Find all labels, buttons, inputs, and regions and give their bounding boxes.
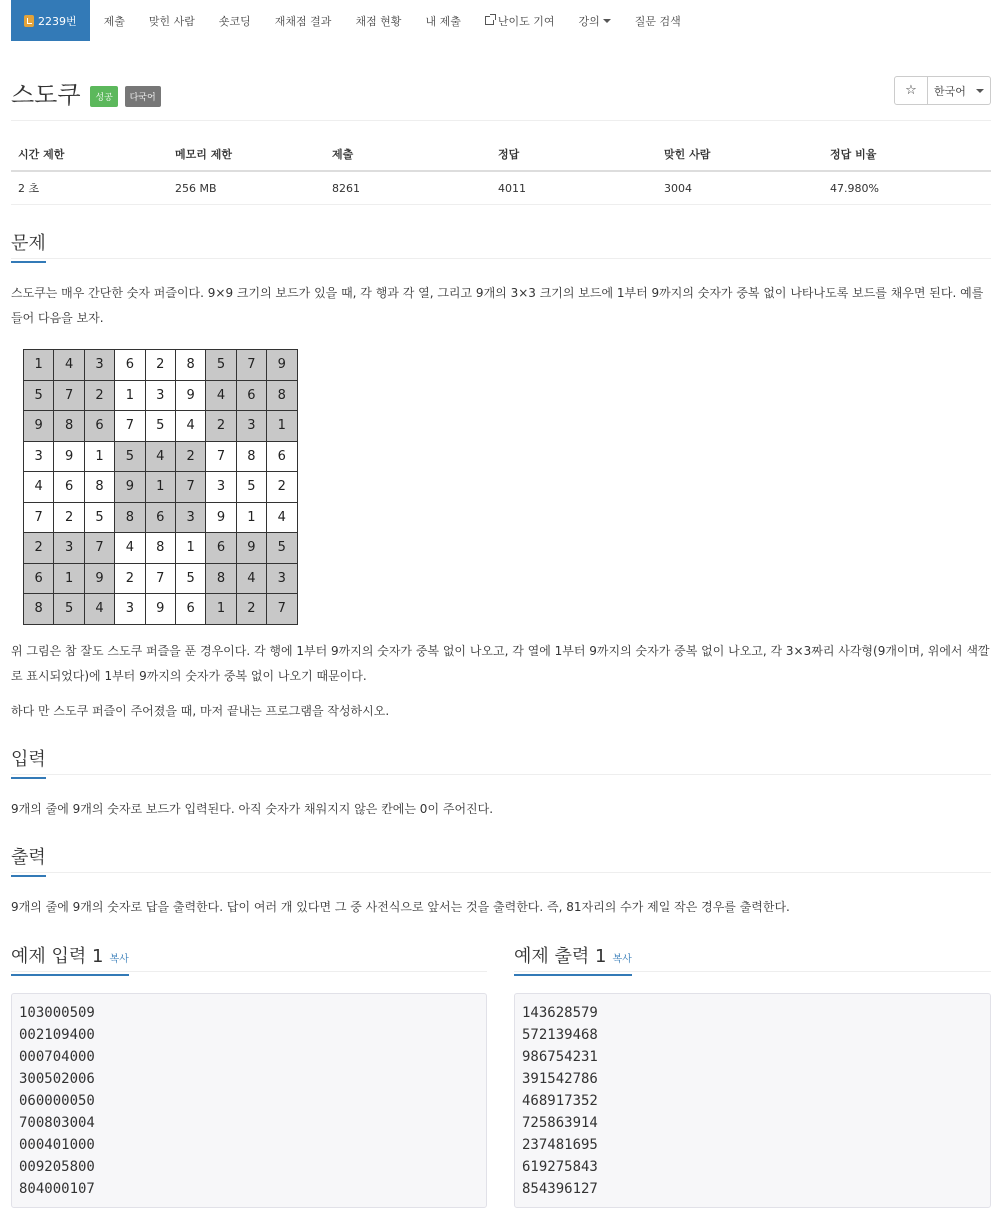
sudoku-cell: 2 <box>145 350 175 381</box>
star-icon: ☆ <box>905 83 917 98</box>
sample-input-line: 103000509 <box>19 1005 95 1021</box>
sudoku-cell: 1 <box>115 380 145 411</box>
sudoku-row <box>24 472 298 503</box>
sample-input-header <box>11 942 487 972</box>
sudoku-cell: 2 <box>115 563 145 594</box>
sudoku-cell: 1 <box>267 411 297 442</box>
sudoku-cell: 1 <box>84 441 114 472</box>
sudoku-row <box>24 563 298 594</box>
sudoku-cell: 9 <box>54 441 84 472</box>
header-accepted: 정답 <box>491 140 657 171</box>
language-label: 한국어 <box>934 84 966 98</box>
sudoku-cell: 6 <box>267 441 297 472</box>
sudoku-cell: 5 <box>206 350 236 381</box>
sudoku-cell: 6 <box>54 472 84 503</box>
sudoku-cell: 3 <box>206 472 236 503</box>
sudoku-board <box>23 349 298 625</box>
sudoku-cell: 3 <box>24 441 54 472</box>
problem-info-table <box>11 140 991 205</box>
sample-output-line: 986754231 <box>522 1049 598 1065</box>
sudoku-cell: 3 <box>175 502 205 533</box>
sudoku-cell: 1 <box>206 594 236 625</box>
header-time-limit: 시간 제한 <box>11 140 168 171</box>
input-section-header <box>11 745 991 775</box>
sudoku-cell: 9 <box>115 472 145 503</box>
sudoku-cell: 3 <box>236 411 266 442</box>
problem-description-1: 스도쿠는 매우 간단한 숫자 퍼즐이다. 9×9 크기의 보드가 있을 때, 각 행과 각 열, 그리고 9개의 3×3 크기의 보드에 1부터 9까지의 숫자가 중복 없이 나타나도록 보드를 채우면 된다. 예를 들어 다음을 보자. <box>11 286 984 325</box>
info-header-row <box>11 140 991 171</box>
sudoku-cell: 2 <box>236 594 266 625</box>
sudoku-cell: 7 <box>175 472 205 503</box>
multilang-badge: 다국어 <box>125 86 161 107</box>
sudoku-cell: 9 <box>24 411 54 442</box>
sample-output-line: 237481695 <box>522 1137 598 1153</box>
sudoku-cell: 7 <box>24 502 54 533</box>
output-section-header <box>11 843 991 873</box>
sudoku-row <box>24 350 298 381</box>
sudoku-cell: 8 <box>175 350 205 381</box>
sample-output-heading: 예제 출력 1 복사 <box>514 942 632 976</box>
sudoku-cell: 7 <box>115 411 145 442</box>
header-submissions: 제출 <box>325 140 491 171</box>
sudoku-cell: 7 <box>84 533 114 564</box>
sudoku-cell: 1 <box>175 533 205 564</box>
nav-item-short-coding[interactable]: 숏코딩 <box>218 14 251 28</box>
sudoku-cell: 6 <box>236 380 266 411</box>
sudoku-cell: 5 <box>267 533 297 564</box>
header-accept-ratio: 정답 비율 <box>823 140 991 171</box>
sudoku-cell: 5 <box>175 563 205 594</box>
copy-sample-output-button[interactable]: 복사 <box>612 954 632 965</box>
sudoku-cell: 1 <box>24 350 54 381</box>
sudoku-cell: 9 <box>267 350 297 381</box>
nav-item-solved-users[interactable]: 맞힌 사람 <box>148 14 195 28</box>
sample-input-line: 002109400 <box>19 1027 95 1043</box>
output-description: 9개의 줄에 9개의 숫자로 답을 출력한다. 답이 여러 개 있다면 그 중 사전식으로 앞서는 것을 출력한다. 즉, 81자리의 수가 제일 작은 경우를 출력한다. <box>11 900 790 914</box>
sudoku-cell: 9 <box>206 502 236 533</box>
sample-output-line: 468917352 <box>522 1093 598 1109</box>
sudoku-cell: 7 <box>267 594 297 625</box>
sample-input-line: 804000107 <box>19 1181 95 1197</box>
sudoku-cell: 7 <box>145 563 175 594</box>
sudoku-cell: 4 <box>236 563 266 594</box>
sudoku-cell: 9 <box>145 594 175 625</box>
sudoku-cell: 2 <box>84 380 114 411</box>
nav-item-problem-number[interactable]: 2239번 <box>11 0 90 41</box>
title-button-group <box>894 76 991 105</box>
sample-input-line: 300502006 <box>19 1071 95 1087</box>
sudoku-cell: 3 <box>145 380 175 411</box>
sudoku-cell: 2 <box>267 472 297 503</box>
sudoku-cell: 5 <box>236 472 266 503</box>
problem-description-3: 하다 만 스도쿠 퍼즐이 주어졌을 때, 마저 끝내는 프로그램을 작성하시오. <box>11 704 390 718</box>
sudoku-cell: 7 <box>54 380 84 411</box>
sudoku-cell: 4 <box>24 472 54 503</box>
sudoku-cell: 4 <box>206 380 236 411</box>
sample-output-line: 391542786 <box>522 1071 598 1087</box>
input-description: 9개의 줄에 9개의 숫자로 보드가 입력된다. 아직 숫자가 채워지지 않은 칸에는 0이 주어진다. <box>11 802 494 816</box>
sudoku-row <box>24 411 298 442</box>
problem-heading: 문제 <box>11 229 46 263</box>
sudoku-cell: 8 <box>206 563 236 594</box>
sample-output-line: 725863914 <box>522 1115 598 1131</box>
nav-item-lectures[interactable]: 강의 <box>566 0 622 41</box>
sudoku-cell: 6 <box>175 594 205 625</box>
nav-item-rejudge-results[interactable]: 재채점 결과 <box>274 14 332 28</box>
sudoku-cell: 5 <box>84 502 114 533</box>
sample-output-block[interactable] <box>514 993 991 1208</box>
caret-down-icon <box>603 19 611 23</box>
sudoku-cell: 5 <box>145 411 175 442</box>
sudoku-cell: 1 <box>236 502 266 533</box>
sudoku-cell: 7 <box>206 441 236 472</box>
level-icon <box>24 15 34 27</box>
sample-input-line: 060000050 <box>19 1093 95 1109</box>
sample-input-line: 700803004 <box>19 1115 95 1131</box>
solved-badge: 성공 <box>90 86 117 107</box>
favorite-star-button[interactable] <box>894 76 928 105</box>
sudoku-cell: 1 <box>145 472 175 503</box>
sudoku-cell: 8 <box>145 533 175 564</box>
sample-input-block[interactable] <box>11 993 487 1208</box>
sudoku-row <box>24 594 298 625</box>
nav-item-status[interactable]: 채점 현황 <box>355 14 402 28</box>
sudoku-row <box>24 502 298 533</box>
sample-output-line: 854396127 <box>522 1181 598 1197</box>
sudoku-cell: 8 <box>84 472 114 503</box>
value-accept-ratio: 47.980% <box>823 171 991 205</box>
info-value-row <box>11 171 991 205</box>
sudoku-row <box>24 441 298 472</box>
sudoku-cell: 4 <box>175 411 205 442</box>
sudoku-row <box>24 380 298 411</box>
sample-output-line: 619275843 <box>522 1159 598 1175</box>
caret-down-icon <box>976 89 984 93</box>
sample-output-line: 572139468 <box>522 1027 598 1043</box>
sudoku-cell: 6 <box>145 502 175 533</box>
value-submissions: 8261 <box>325 171 491 205</box>
problem-section-header <box>11 229 991 259</box>
copy-sample-input-button[interactable]: 복사 <box>109 954 129 965</box>
sudoku-cell: 1 <box>54 563 84 594</box>
problem-nav <box>0 0 1000 41</box>
nav-item-my-submissions[interactable]: 내 제출 <box>425 14 461 28</box>
sudoku-cell: 4 <box>267 502 297 533</box>
sudoku-cell: 2 <box>54 502 84 533</box>
sudoku-cell: 5 <box>115 441 145 472</box>
sudoku-cell: 3 <box>84 350 114 381</box>
sudoku-cell: 6 <box>84 411 114 442</box>
sudoku-cell: 8 <box>115 502 145 533</box>
sudoku-cell: 9 <box>175 380 205 411</box>
sudoku-cell: 5 <box>24 380 54 411</box>
sudoku-cell: 4 <box>84 594 114 625</box>
nav-item-question-search[interactable]: 질문 검색 <box>634 14 681 28</box>
sudoku-cell: 2 <box>24 533 54 564</box>
sudoku-cell: 4 <box>145 441 175 472</box>
sudoku-cell: 8 <box>24 594 54 625</box>
problem-description-2: 위 그림은 참 잘도 스도쿠 퍼즐을 푼 경우이다. 각 행에 1부터 9까지의 숫자가 중복 없이 나오고, 각 열에 1부터 9까지의 숫자가 중복 없이 나오고, 각 3×3짜리 사각형(9개이며, 위에서 색깔로 표시되었다)에 1부터 9까지의 숫자가 중복 없이 나오기 때문이다. <box>11 644 990 683</box>
sudoku-cell: 3 <box>54 533 84 564</box>
nav-item-difficulty-contribution[interactable]: 난이도 기여 <box>473 0 567 41</box>
sudoku-cell: 3 <box>115 594 145 625</box>
sudoku-cell: 2 <box>175 441 205 472</box>
sudoku-cell: 8 <box>236 441 266 472</box>
sample-input-line: 000704000 <box>19 1049 95 1065</box>
sudoku-cell: 9 <box>84 563 114 594</box>
value-solved-users: 3004 <box>657 171 823 205</box>
sudoku-cell: 8 <box>267 380 297 411</box>
sudoku-cell: 4 <box>115 533 145 564</box>
sudoku-cell: 2 <box>206 411 236 442</box>
sudoku-cell: 6 <box>24 563 54 594</box>
header-memory-limit: 메모리 제한 <box>168 140 325 171</box>
language-select-button[interactable] <box>928 76 991 105</box>
sudoku-cell: 6 <box>206 533 236 564</box>
value-time-limit: 2 초 <box>11 171 168 205</box>
value-accepted: 4011 <box>491 171 657 205</box>
sudoku-cell: 9 <box>236 533 266 564</box>
output-heading: 출력 <box>11 843 46 877</box>
sudoku-cell: 7 <box>236 350 266 381</box>
header-solved-users: 맞힌 사람 <box>657 140 823 171</box>
sample-input-line: 000401000 <box>19 1137 95 1153</box>
sudoku-cell: 8 <box>54 411 84 442</box>
sample-input-line: 009205800 <box>19 1159 95 1175</box>
sudoku-cell: 3 <box>267 563 297 594</box>
sudoku-cell: 6 <box>115 350 145 381</box>
value-memory-limit: 256 MB <box>168 171 325 205</box>
sudoku-cell: 4 <box>54 350 84 381</box>
sample-output-line: 143628579 <box>522 1005 598 1021</box>
problem-title: 스도쿠 <box>11 81 81 109</box>
sample-output-header <box>514 942 991 972</box>
sample-input-heading: 예제 입력 1 복사 <box>11 942 129 976</box>
external-link-icon <box>485 16 494 25</box>
input-heading: 입력 <box>11 745 46 779</box>
problem-header <box>11 75 991 121</box>
sudoku-row <box>24 533 298 564</box>
sudoku-cell: 5 <box>54 594 84 625</box>
nav-item-submit[interactable]: 제출 <box>103 14 125 28</box>
